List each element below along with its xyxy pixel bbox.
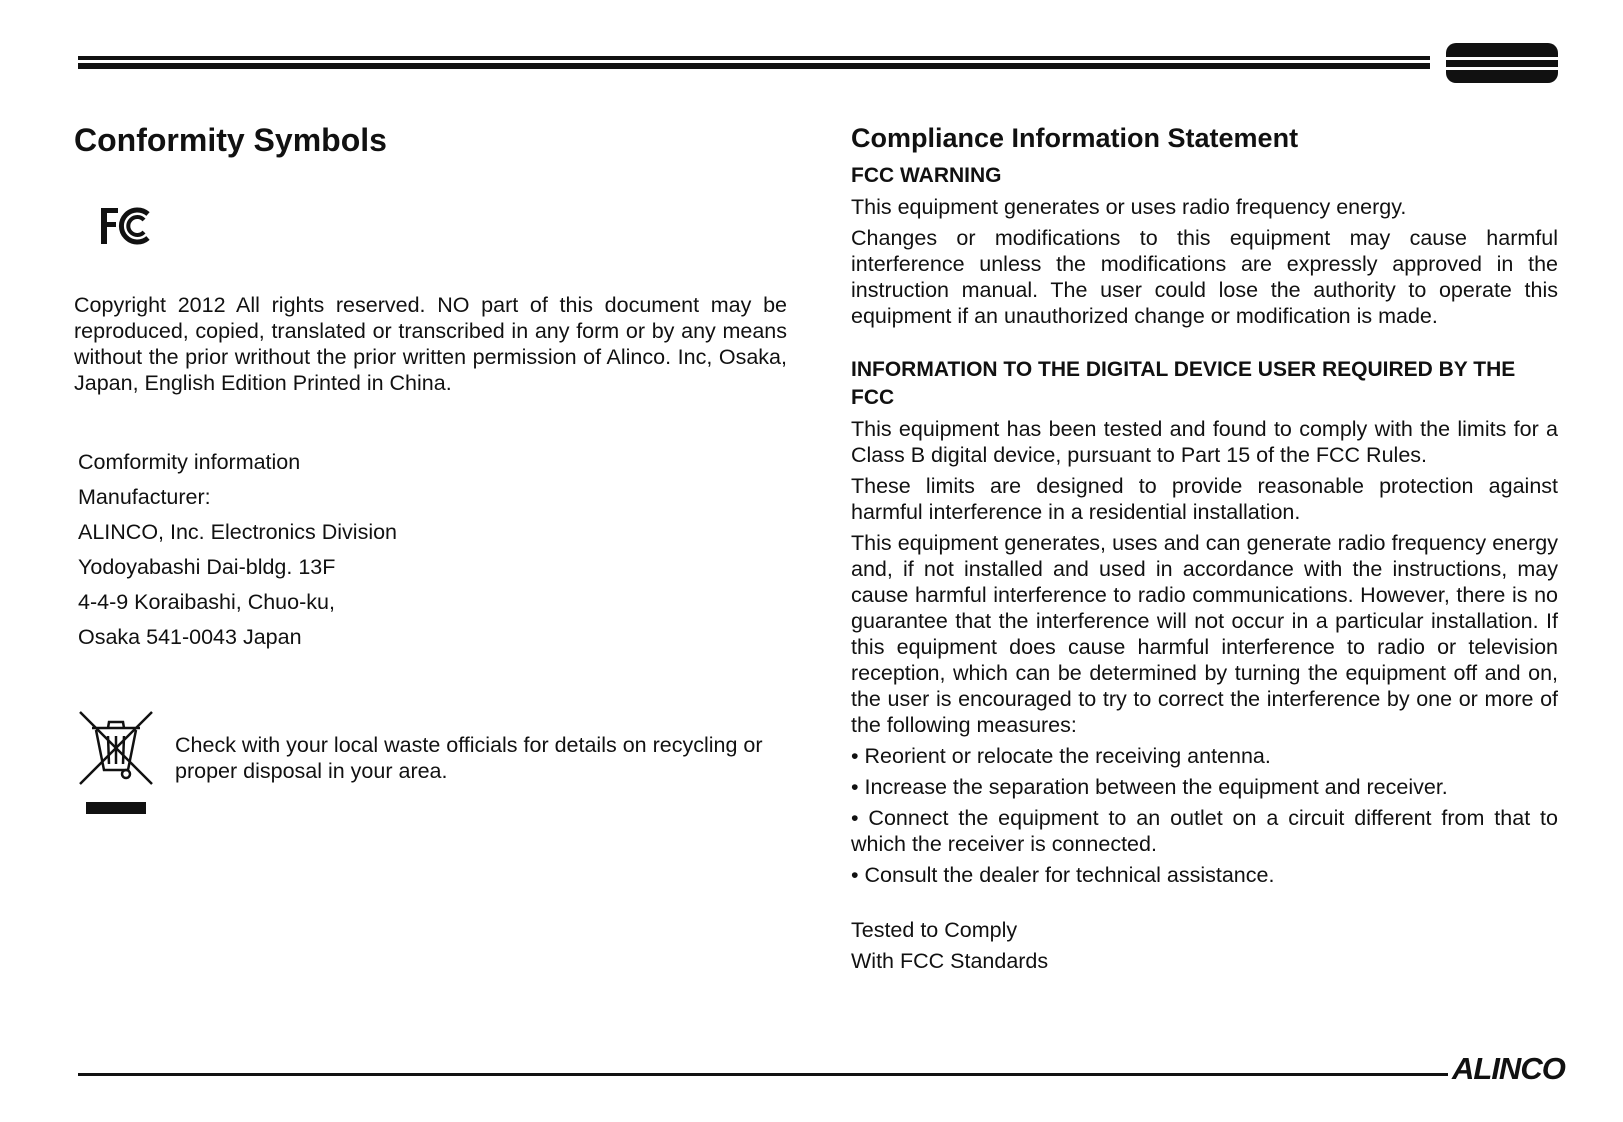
page-tab-marker <box>1446 43 1558 83</box>
digital-para-1: This equipment has been tested and found to comply with the limits for a Class B digital device, pursuant to Part 15 of the FCC Rules. <box>851 417 1558 467</box>
measure-bullet-1: • Reorient or relocate the receiving antenna. <box>851 744 1271 768</box>
address-line-2: 4-4-9 Koraibashi, Chuo-ku, <box>78 590 335 614</box>
header-rule-thin <box>78 56 1430 60</box>
copyright-notice: Copyright 2012 All rights reserved. NO part of this document may be reproduced, copied, translated or transcribed in any form or by any means without the prior writhout the prior written permission of Alinco. Inc, Osaka, Japan, English Edition Printed in China. <box>74 293 787 395</box>
measure-bullet-2: • Increase the separation between the equipment and receiver. <box>851 775 1448 799</box>
weee-crossed-bin-icon <box>78 710 154 816</box>
fcc-warning-para-2: Changes or modifications to this equipment may cause harmful interference unless the modifications are expressly approved in the instruction manual. The user could lose the authority to operate this equipment if an unauthorized change or modification is made. <box>851 226 1558 328</box>
address-line-3: Osaka 541-0043 Japan <box>78 625 302 649</box>
measure-bullet-3: • Connect the equipment to an outlet on a circuit different from that to which the receiver is connected. <box>851 806 1558 856</box>
compliance-title: Compliance Information Statement <box>851 123 1299 153</box>
section-gap <box>851 893 1558 915</box>
recycling-notice: Check with your local waste officials for details on recycling or proper disposal in your area. <box>175 733 763 783</box>
fcc-warning-heading: FCC WARNING <box>851 164 1002 187</box>
fcc-warning-para-1: This equipment generates or uses radio frequency energy. <box>851 195 1407 219</box>
tested-line-1: Tested to Comply <box>851 918 1018 942</box>
digital-para-2: These limits are designed to provide reasonable protection against harmful interference in a residential installation. <box>851 474 1558 524</box>
conformity-info-label: Comformity information <box>78 450 301 474</box>
manufacturer-name: ALINCO, Inc. Electronics Division <box>78 520 398 544</box>
left-column <box>74 120 787 783</box>
address-line-1: Yodoyabashi Dai-bldg. 13F <box>78 555 336 579</box>
conformity-info-block <box>78 445 578 655</box>
right-column <box>851 120 1558 977</box>
footer-rule <box>78 1073 1448 1076</box>
header-rule-thick <box>78 63 1430 69</box>
section-gap <box>851 334 1558 356</box>
brand-logo: ALINCO <box>1452 1051 1565 1086</box>
page-title: Conformity Symbols <box>74 122 387 158</box>
fcc-logo-icon <box>98 204 154 248</box>
manufacturer-label: Manufacturer: <box>78 485 211 509</box>
digital-para-3: This equipment generates, uses and can generate radio frequency energy and, if not installed and used in accordance with the instructions, may cause harmful interference to radio communications. However, there is no guarantee that the interference will not occur in a particular installation. If this equipment does cause harmful interference to radio or television reception, which can be determined by turning the equipment off and on, the user is encouraged to try to correct the interference by one or more of the following measures: <box>851 531 1558 737</box>
tested-line-2: With FCC Standards <box>851 949 1049 973</box>
measure-bullet-4: • Consult the dealer for technical assistance. <box>851 863 1275 887</box>
digital-device-heading: INFORMATION TO THE DIGITAL DEVICE USER REQUIRED BY THE FCC <box>851 358 1516 409</box>
